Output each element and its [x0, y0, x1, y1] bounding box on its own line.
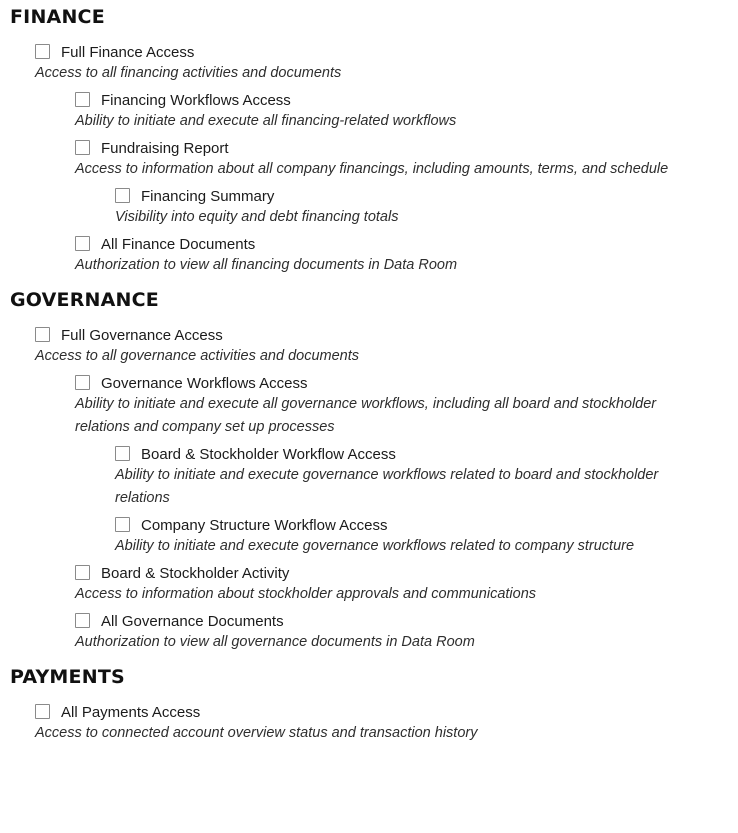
perm-description: Access to information about stockholder approvals and communications	[75, 586, 537, 602]
perm-description: Authorization to view all financing documents in Data Room	[75, 257, 458, 273]
perm-company-structure-workflow-access	[115, 516, 738, 558]
perm-description: Ability to initiate and execute governance workflows related to company structure	[115, 538, 635, 554]
perm-title[interactable]: Fundraising Report	[101, 140, 229, 157]
perm-description: Ability to initiate and execute all financing-related workflows	[75, 113, 457, 129]
perm-title[interactable]: Full Finance Access	[61, 44, 195, 61]
perm-description: Authorization to view all governance documents in Data Room	[75, 634, 475, 650]
perm-title[interactable]: Full Governance Access	[61, 327, 223, 344]
perm-title[interactable]: All Finance Documents	[101, 236, 256, 253]
perm-description: Access to connected account overview status and transaction history	[35, 725, 478, 741]
perm-title[interactable]: All Governance Documents	[101, 613, 284, 630]
section-title-finance: FINANCE	[10, 6, 105, 28]
perm-description: Access to all governance activities and documents	[35, 348, 360, 364]
perm-title[interactable]: Governance Workflows Access	[101, 375, 308, 392]
perm-governance-workflows-access	[75, 374, 738, 439]
checkbox-board-stockholder-activity[interactable]	[75, 565, 90, 580]
perm-description: Ability to initiate and execute all governance workflows, including all board and stockholder relations and company set up processes	[75, 396, 657, 435]
checkbox-full-governance-access[interactable]	[35, 327, 50, 342]
checkbox-all-payments-access[interactable]	[35, 704, 50, 719]
checkbox-governance-workflows-access[interactable]	[75, 375, 90, 390]
perm-title[interactable]: All Payments Access	[61, 704, 201, 721]
perm-financing-summary	[115, 187, 738, 229]
perm-board-stockholder-activity	[75, 564, 738, 606]
checkbox-company-structure-workflow-access[interactable]	[115, 517, 130, 532]
checkbox-financing-summary[interactable]	[115, 188, 130, 203]
checkbox-all-governance-documents[interactable]	[75, 613, 90, 628]
section-governance	[10, 289, 738, 654]
checkbox-full-finance-access[interactable]	[35, 44, 50, 59]
perm-description: Ability to initiate and execute governance workflows related to board and stockholder relations	[115, 467, 659, 506]
perm-description: Access to all financing activities and documents	[35, 65, 342, 81]
perm-full-governance-access	[35, 326, 738, 368]
perm-title[interactable]: Financing Workflows Access	[101, 92, 291, 109]
perm-full-finance-access	[35, 43, 738, 85]
checkbox-board-stockholder-workflow-access[interactable]	[115, 446, 130, 461]
perm-title[interactable]: Board & Stockholder Activity	[101, 565, 290, 582]
perm-board-stockholder-workflow-access	[115, 445, 738, 510]
perm-title[interactable]: Company Structure Workflow Access	[141, 517, 388, 534]
section-finance	[10, 6, 738, 277]
perm-all-payments-access	[35, 703, 738, 745]
perm-fundraising-report	[75, 139, 738, 181]
section-payments	[10, 666, 738, 745]
perm-title[interactable]: Board & Stockholder Workflow Access	[141, 446, 396, 463]
perm-all-governance-documents	[75, 612, 738, 654]
perm-description: Access to information about all company financings, including amounts, terms, and schedule	[75, 161, 669, 177]
section-title-payments: PAYMENTS	[10, 666, 125, 688]
perm-financing-workflows-access	[75, 91, 738, 133]
perm-all-finance-documents	[75, 235, 738, 277]
checkbox-all-finance-documents[interactable]	[75, 236, 90, 251]
perm-title[interactable]: Financing Summary	[141, 188, 275, 205]
checkbox-financing-workflows-access[interactable]	[75, 92, 90, 107]
checkbox-fundraising-report[interactable]	[75, 140, 90, 155]
perm-description: Visibility into equity and debt financing totals	[115, 209, 399, 225]
section-title-governance: GOVERNANCE	[10, 289, 159, 311]
